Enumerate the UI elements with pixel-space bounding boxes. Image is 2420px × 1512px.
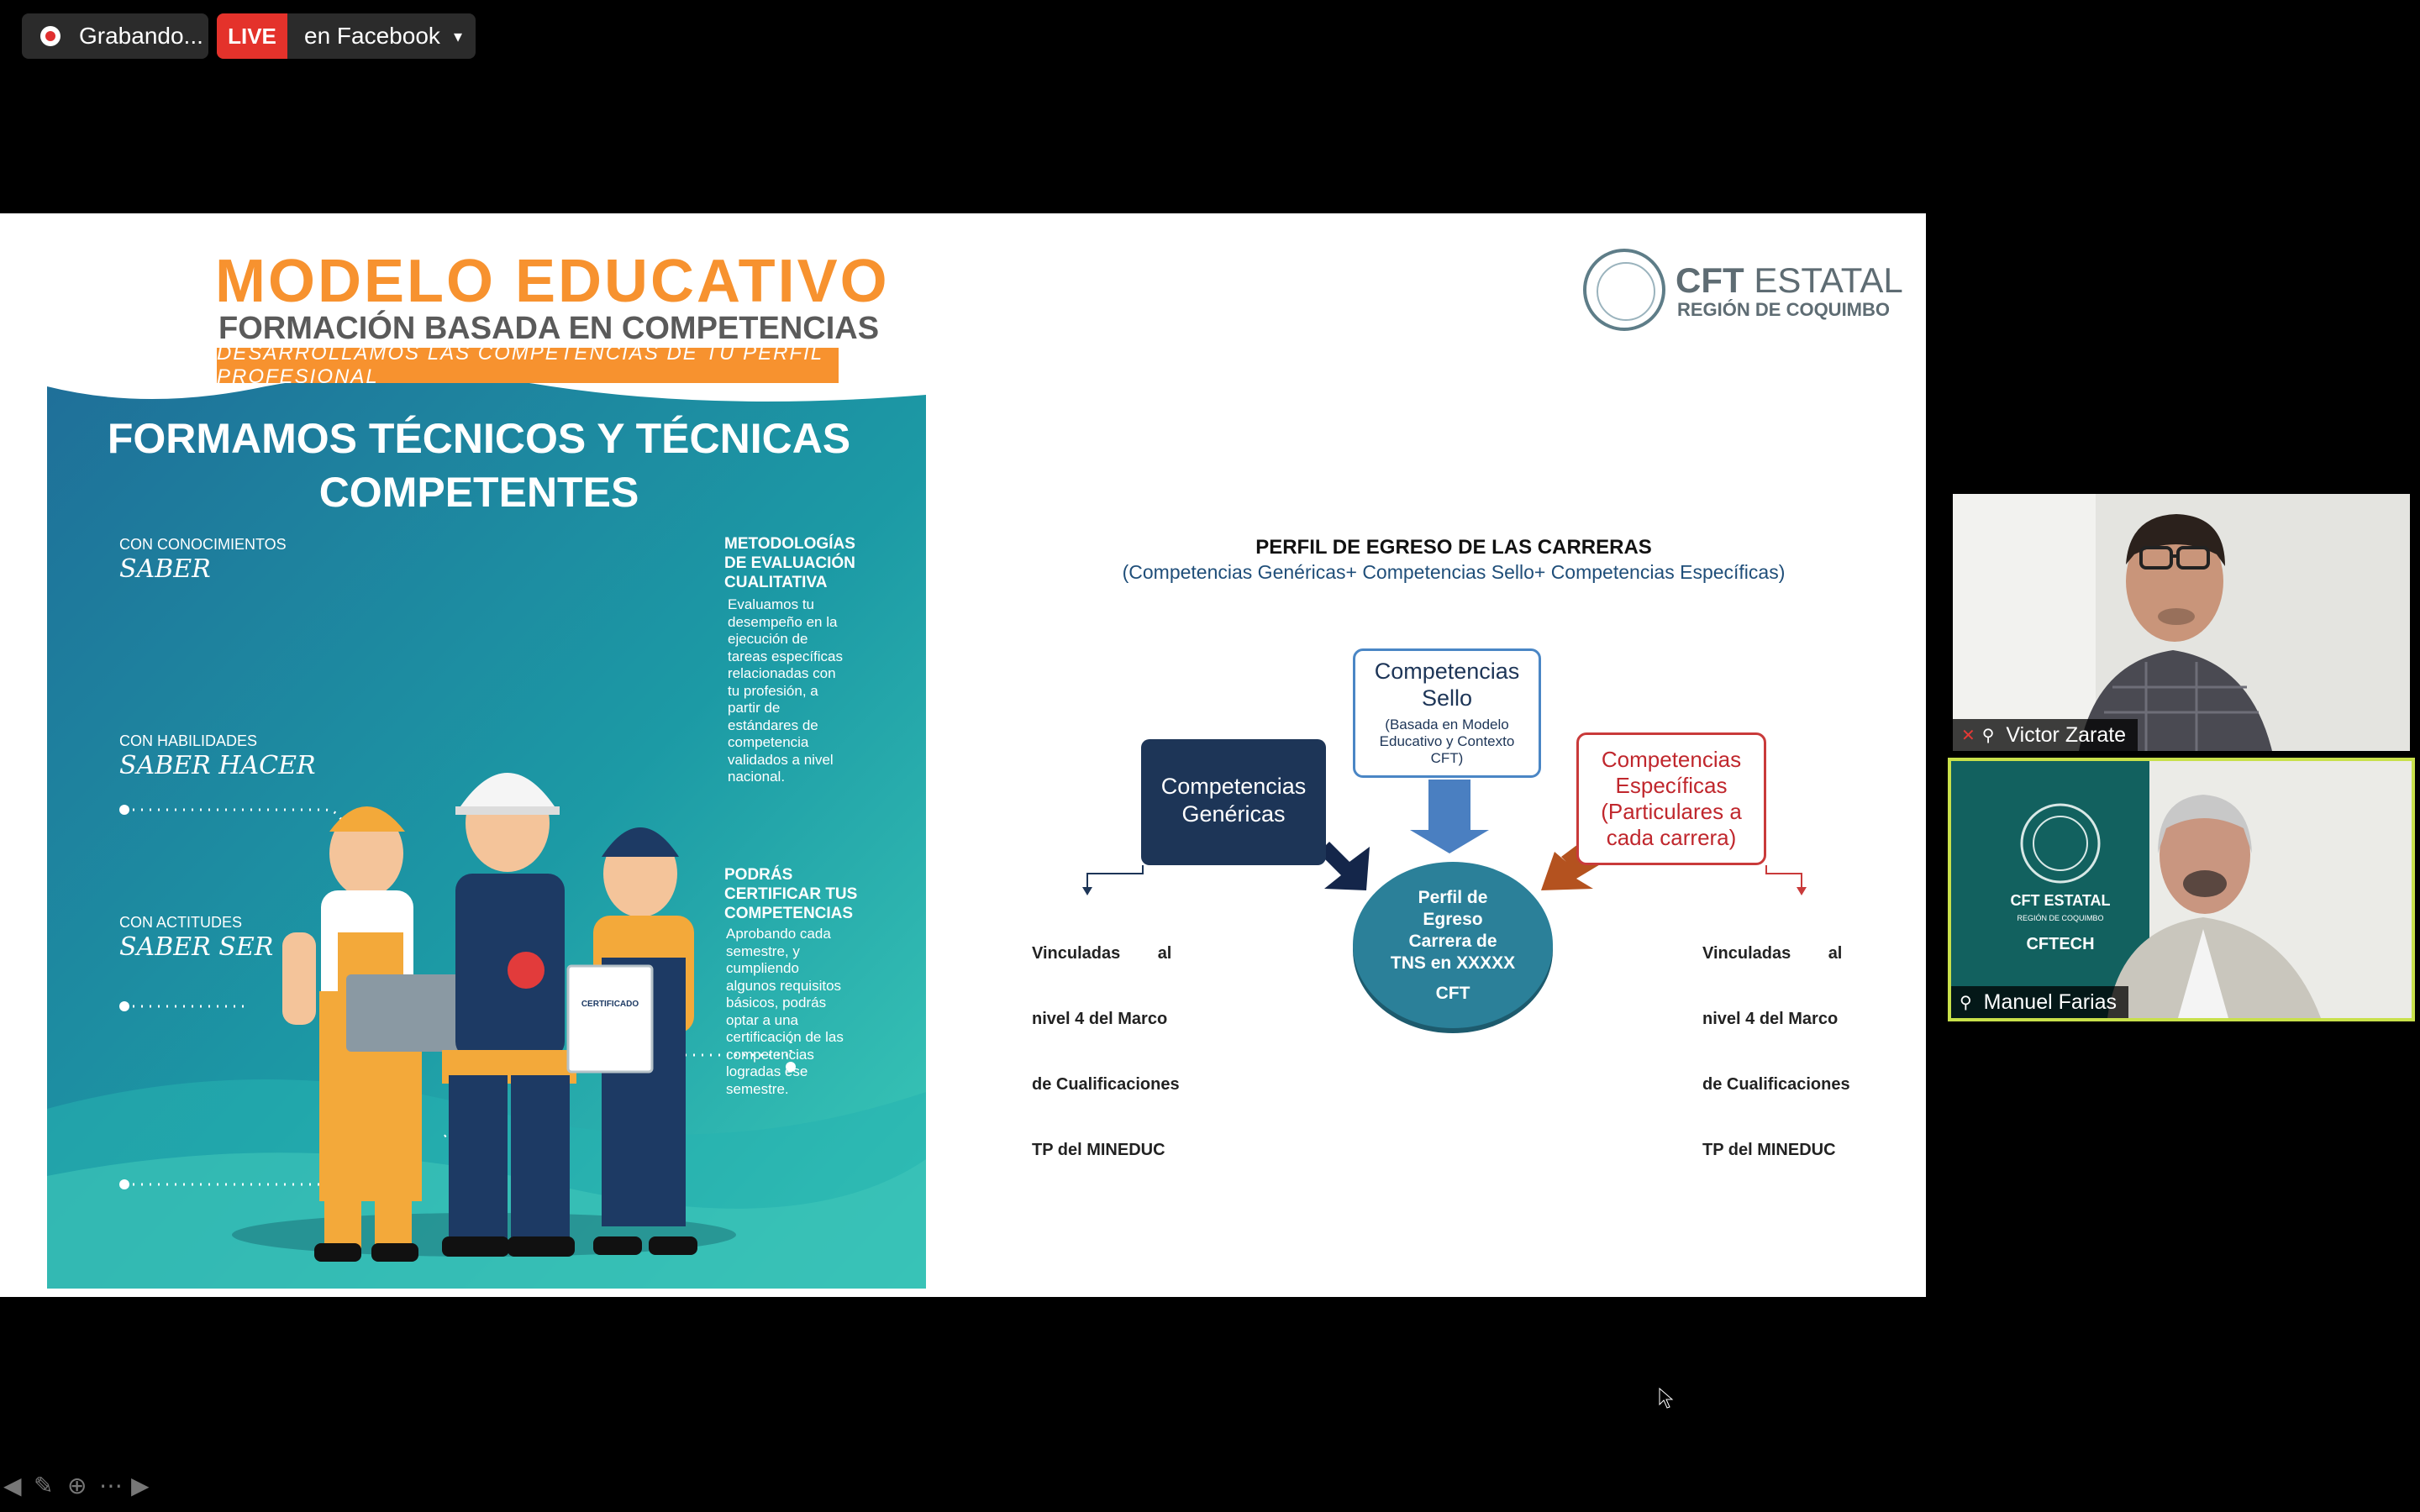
body-line: Evaluamos tu: [728, 596, 814, 612]
arrow-left-icon[interactable]: ◀: [3, 1473, 22, 1499]
competencias-sello-box: [1353, 648, 1541, 778]
box-line: Genéricas: [1181, 801, 1286, 827]
pin-icon: ⚲: [1960, 993, 1972, 1012]
note-right: [1702, 899, 1854, 1205]
logo-region: REGIÓN DE COQUIMBO: [1677, 299, 1891, 320]
note-left: [1032, 899, 1183, 1205]
skill-label: CON HABILIDADES: [119, 732, 258, 749]
live-stream-menu[interactable]: [217, 13, 476, 59]
skill-label: CON ACTITUDES: [119, 914, 243, 931]
participant-name: Manuel Farias: [1983, 990, 2118, 1014]
note-line: TP del MINEDUC: [1032, 1141, 1165, 1159]
body-line: cumpliendo: [726, 960, 799, 976]
body-line: optar a una: [726, 1011, 799, 1028]
note-line: (Basada en Modelo: [1385, 717, 1509, 732]
skill-title: SABER SER: [119, 932, 274, 962]
circle-line: CFT: [1435, 984, 1470, 1003]
body-line: relacionadas con: [728, 665, 836, 681]
skill-title: SABER HACER: [119, 751, 316, 780]
body-line: semestre, y: [726, 942, 800, 959]
box-line: Competencias: [1160, 774, 1307, 799]
pen-icon[interactable]: ✎: [34, 1473, 54, 1499]
diagram-title: PERFIL DE EGRESO DE LAS CARRERAS: [1255, 536, 1652, 559]
body-line: competencias: [726, 1046, 814, 1063]
zoom-icon[interactable]: ⊕: [67, 1473, 87, 1499]
poster-title: MODELO EDUCATIVO: [215, 248, 890, 315]
diagram-subtitle: (Competencias Genéricas+ Competencias Sello+ Competencias Específicas): [1122, 561, 1786, 583]
circle-line: Perfil de: [1418, 888, 1488, 907]
note-line: nivel 4 del Marco: [1702, 1010, 1839, 1028]
note-line: CFT): [1430, 750, 1464, 766]
mic-muted-icon: ✕: [1961, 726, 1975, 745]
participant-video-manuel[interactable]: [1948, 758, 2415, 1021]
shared-slide: [0, 213, 1926, 1499]
circle-line: Carrera de: [1408, 932, 1497, 951]
body-line: Aprobando cada: [726, 926, 831, 942]
body-line: partir de: [728, 700, 781, 716]
poster-tagline: DESARROLLAMOS LAS COMPETENCIAS DE TU PERFIL PROFESIONAL: [217, 348, 839, 383]
note-line: de Cualificaciones: [1702, 1075, 1850, 1094]
participant-video-feed: [1951, 761, 2412, 1018]
logo-name-light: ESTATAL: [1744, 260, 1903, 300]
record-icon: [40, 26, 60, 46]
participant-namebar: [1953, 719, 2138, 751]
body-line: estándares de: [728, 717, 818, 733]
body-line: básicos, podrás: [726, 995, 827, 1011]
heading-line: CERTIFICAR TUS: [724, 885, 858, 903]
recording-label: Grabando...: [79, 23, 203, 49]
box-line: (Particulares a: [1601, 799, 1742, 824]
background-tag: CFTECH: [2026, 935, 2095, 953]
circle-line: TNS en XXXXX: [1390, 953, 1516, 973]
mouse-cursor-icon: [1659, 1388, 1674, 1410]
arrow-right-icon[interactable]: ▶: [131, 1473, 150, 1499]
body-line: competencia: [728, 734, 809, 750]
note-line: TP del MINEDUC: [1702, 1141, 1836, 1159]
note-line: nivel 4 del Marco: [1032, 1010, 1168, 1028]
box-line: cada carrera): [1606, 825, 1737, 850]
box-line: Sello: [1421, 685, 1473, 711]
body-line: certificación de las: [726, 1029, 844, 1045]
participant-name: Victor Zarate: [2006, 722, 2127, 747]
body-line: nacional.: [728, 769, 786, 785]
body-line: semestre.: [726, 1080, 789, 1097]
participant-video-feed: [1953, 494, 2410, 751]
note-line: Vinculadas al: [1032, 944, 1172, 963]
live-destination: en Facebook: [304, 23, 440, 49]
heading-line: METODOLOGÍAS: [724, 535, 855, 553]
certificate-label: CERTIFICADO: [581, 1000, 639, 1009]
heading-line: CUALITATIVA: [724, 574, 828, 591]
participant-namebar: [1951, 986, 2128, 1018]
competencias-genericas-box: [1141, 739, 1326, 865]
sello-note: [1355, 717, 1539, 767]
heading-line: DE EVALUACIÓN: [724, 554, 855, 572]
more-icon[interactable]: ⋯: [99, 1473, 123, 1499]
heading-line: PODRÁS: [724, 866, 793, 884]
box-line: Competencias: [1601, 747, 1742, 772]
chevron-down-icon[interactable]: ▾: [453, 27, 462, 46]
participant-video-victor[interactable]: [1953, 494, 2410, 751]
body-line: algunos requisitos: [726, 977, 842, 994]
recording-indicator[interactable]: [22, 13, 208, 59]
live-badge: LIVE: [217, 13, 287, 59]
body-line: validados a nivel: [728, 751, 834, 768]
skill-title: SABER: [119, 554, 211, 584]
background-region: REGIÓN DE COQUIMBO: [2017, 914, 2104, 922]
body-line: tu profesión, a: [728, 682, 818, 699]
circle-line: Egreso: [1423, 910, 1483, 929]
perfil-egreso-circle: [1353, 862, 1553, 1028]
poster-heading-line: COMPETENTES: [318, 469, 639, 516]
body-line: desempeño en la: [728, 613, 838, 630]
logo-name-bold: CFT: [1676, 260, 1744, 300]
body-line: ejecución de: [728, 631, 808, 647]
body-line: logradas ese: [726, 1063, 808, 1079]
box-line: Específicas: [1615, 773, 1728, 798]
background-brand: CFT ESTATAL: [2010, 892, 2111, 909]
skill-label: CON CONOCIMIENTOS: [119, 536, 287, 553]
note-line: Vinculadas al: [1702, 944, 1843, 963]
body-line: tareas específicas: [728, 648, 844, 664]
heading-line: COMPETENCIAS: [724, 905, 854, 922]
note-line: Educativo y Contexto: [1379, 733, 1515, 749]
poster-heading-line: FORMAMOS TÉCNICOS Y TÉCNICAS: [107, 415, 851, 462]
box-line: Competencias: [1374, 659, 1520, 684]
competencias-especificas-box: [1576, 732, 1766, 865]
pin-icon: ⚲: [1981, 726, 1995, 745]
poster-subtitle: FORMACIÓN BASADA EN COMPETENCIAS: [218, 311, 880, 346]
note-line: de Cualificaciones: [1032, 1075, 1180, 1094]
